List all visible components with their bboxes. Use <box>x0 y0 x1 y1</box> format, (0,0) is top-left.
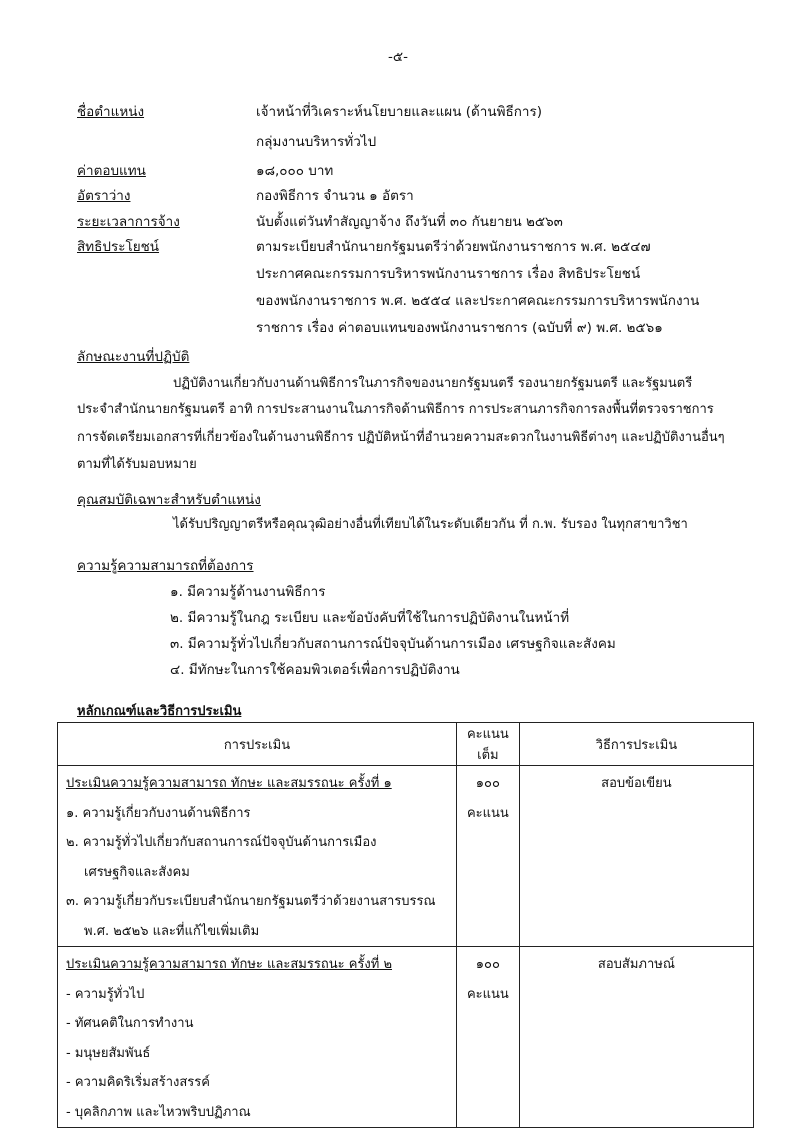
evaluation-criteria-cell <box>58 766 457 947</box>
field-value-employment-period: นับตั้งแต่วันทำสัญญาจ้าง ถึงวันที่ ๓๐ กันยายน ๒๕๖๓ <box>256 214 563 230</box>
criteria-line: - ความคิดริเริ่มสร้างสรรค์ <box>66 1075 210 1090</box>
evaluation-round-title: ประเมินความรู้ความสามารถ ทักษะ และสมรรถนะ ครั้งที่ ๒ <box>66 957 393 972</box>
knowledge-item: ๒. มีความรู้ในกฎ ระเบียบ และข้อบังคับที่ใช้ในการปฏิบัติงานในหน้าที่ <box>170 610 570 626</box>
knowledge-heading: ความรู้ความสามารถที่ต้องการ <box>77 558 254 574</box>
column-header-evaluation: การประเมิน <box>58 723 457 766</box>
field-value-vacancy: กองพิธีการ จำนวน ๑ อัตรา <box>256 188 414 204</box>
full-score-cell <box>456 947 519 1128</box>
field-label-salary: ค่าตอบแทน <box>77 163 146 179</box>
job-description-line: การจัดเตรียมเอกสารที่เกี่ยวข้องในด้านงานพิธีการ ปฏิบัติหน้าที่อำนวยความสะดวกในงานพิธีต่างๆ และปฏิบัติงานอื่นๆ <box>77 430 725 445</box>
job-description-heading: ลักษณะงานที่ปฏิบัติ <box>77 349 190 365</box>
table-row <box>58 766 754 947</box>
field-value-benefits-line: ประกาศคณะกรรมการบริหารพนักงานราชการ เรื่อง สิทธิประโยชน์ <box>256 266 641 282</box>
score-value: ๑๐๐ <box>475 776 500 791</box>
page-number: -๕- <box>388 49 408 65</box>
job-description-line: ประจำสำนักนายกรัฐมนตรี อาทิ การประสานงานในภารกิจด้านพิธีการ การประสานภารกิจการลงพื้นที่ตรวจราชการ <box>77 402 714 417</box>
criteria-line: ๑. ความรู้เกี่ยวกับงานด้านพิธีการ <box>66 805 251 821</box>
field-value-salary: ๑๘,๐๐๐ บาท <box>256 163 334 179</box>
field-value-position: เจ้าหน้าที่วิเคราะห์นโยบายและแผน (ด้านพิธีการ) <box>256 104 542 120</box>
field-label-vacancy: อัตราว่าง <box>77 188 131 204</box>
field-label-employment-period: ระยะเวลาการจ้าง <box>77 214 180 230</box>
column-header-method: วิธีการประเมิน <box>519 723 753 766</box>
column-header-full-score: คะแนนเต็ม <box>456 723 519 766</box>
table-header-row <box>58 723 754 766</box>
field-value-position-group: กลุ่มงานบริหารทั่วไป <box>256 134 377 150</box>
job-description-line: ตามที่ได้รับมอบหมาย <box>77 457 197 472</box>
criteria-line: - บุคลิกภาพ และไหวพริบปฏิภาณ <box>66 1104 251 1120</box>
method-cell <box>519 947 753 1128</box>
method-value: สอบข้อเขียน <box>601 776 672 791</box>
knowledge-item: ๓. มีความรู้ทั่วไปเกี่ยวกับสถานการณ์ปัจจุบันด้านการเมือง เศรษฐกิจและสังคม <box>170 636 616 652</box>
score-value: ๑๐๐ <box>475 957 500 972</box>
evaluation-heading: หลักเกณฑ์และวิธีการประเมิน <box>77 704 242 719</box>
criteria-line: พ.ศ. ๒๕๒๖ และที่แก้ไขเพิ่มเติม <box>84 923 260 939</box>
qualifications-heading: คุณสมบัติเฉพาะสำหรับตำแหน่ง <box>77 492 261 508</box>
criteria-line: - ความรู้ทั่วไป <box>66 986 145 1002</box>
criteria-line: ๓. ความรู้เกี่ยวกับระเบียบสำนักนายกรัฐมนตรีว่าด้วยงานสารบรรณ <box>66 894 436 909</box>
method-cell <box>519 766 753 947</box>
criteria-line: ๒. ความรู้ทั่วไปเกี่ยวกับสถานการณ์ปัจจุบันด้านการเมือง <box>66 835 377 850</box>
field-value-benefits-line: ของพนักงานราชการ พ.ศ. ๒๕๕๔ และประกาศคณะกรรมการบริหารพนักงาน <box>256 293 700 309</box>
score-unit: คะแนน <box>466 986 509 1002</box>
field-value-benefits-line: ราชการ เรื่อง ค่าตอบแทนของพนักงานราชการ (ฉบับที่ ๙) พ.ศ. ๒๕๖๑ <box>256 320 663 336</box>
method-value: สอบสัมภาษณ์ <box>597 957 675 972</box>
criteria-line: - ทัศนคติในการทำงาน <box>66 1016 194 1031</box>
full-score-cell <box>456 766 519 947</box>
knowledge-item: ๑. มีความรู้ด้านงานพิธีการ <box>170 584 326 600</box>
knowledge-item: ๔. มีทักษะในการใช้คอมพิวเตอร์เพื่อการปฏิบัติงาน <box>170 662 460 678</box>
job-description-line: ปฏิบัติงานเกี่ยวกับงานด้านพิธีการในภารกิจของนายกรัฐมนตรี รองนายกรัฐมนตรี และรัฐมนตรี <box>173 376 693 391</box>
criteria-line: - มนุษยสัมพันธ์ <box>66 1045 151 1061</box>
evaluation-round-title: ประเมินความรู้ความสามารถ ทักษะ และสมรรถนะ ครั้งที่ ๑ <box>66 776 392 791</box>
evaluation-table <box>57 722 754 1128</box>
evaluation-criteria-cell <box>58 947 457 1128</box>
field-label-position: ชื่อตำแหน่ง <box>77 104 145 120</box>
criteria-line: เศรษฐกิจและสังคม <box>84 864 190 880</box>
field-label-benefits: สิทธิประโยชน์ <box>77 239 160 255</box>
qualifications-text: ได้รับปริญญาตรีหรือคุณวุฒิอย่างอื่นที่เทียบได้ในระดับเดียวกัน ที่ ก.พ. รับรอง ในทุกสาขาวิชา <box>173 517 688 532</box>
table-row <box>58 947 754 1128</box>
field-value-benefits-line: ตามระเบียบสำนักนายกรัฐมนตรีว่าด้วยพนักงานราชการ พ.ศ. ๒๕๔๗ <box>256 239 651 255</box>
score-unit: คะแนน <box>466 805 509 821</box>
